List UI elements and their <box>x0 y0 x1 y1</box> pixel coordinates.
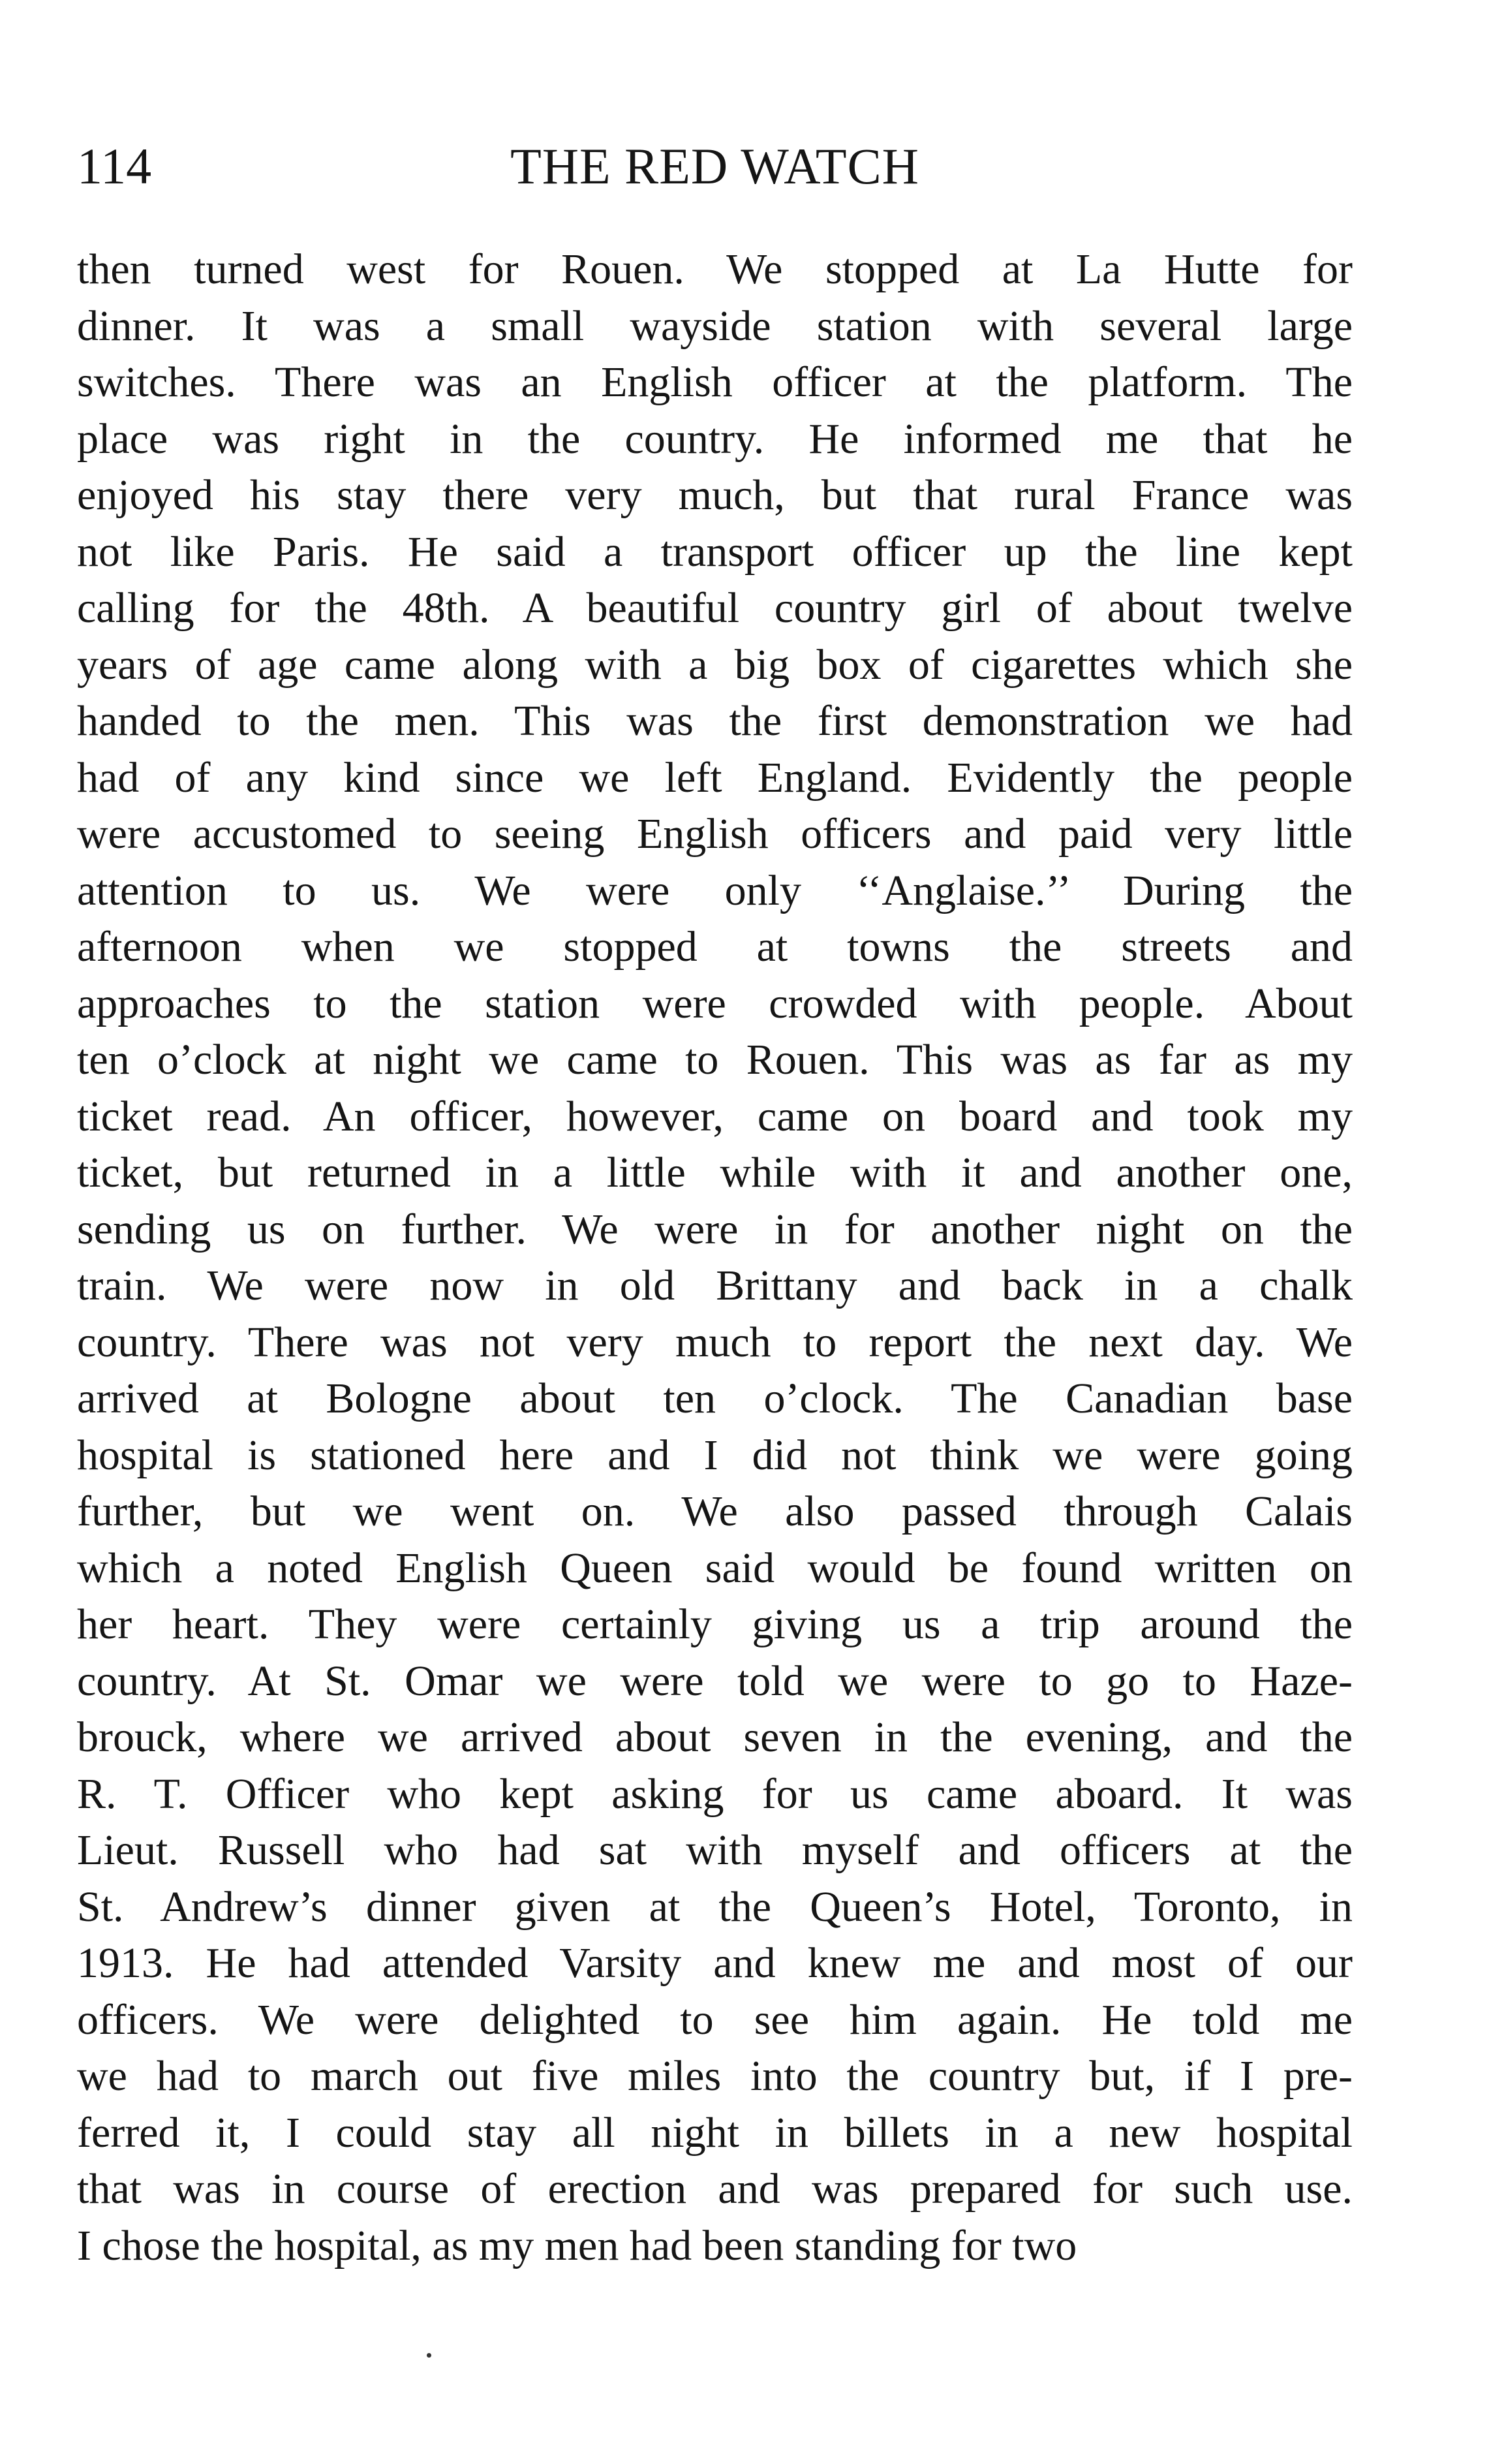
text-line: her heart. They were certainly giving us a trip around the <box>77 1600 1353 1648</box>
text-line: ten o’clock at night we came to Rouen. This was as far as my <box>77 1036 1353 1084</box>
text-line: that was in course of erection and was prepared for such use. <box>77 2165 1353 2213</box>
text-line: not like Paris. He said a transport officer up the line kept <box>77 527 1353 576</box>
text-line: country. There was not very much to report the next day. We <box>77 1318 1353 1366</box>
text-line: handed to the men. This was the first demonstration we had <box>77 697 1353 745</box>
page-number: 114 <box>77 138 152 195</box>
ink-speck <box>427 2353 431 2358</box>
text-line: arrived at Bologne about ten o’clock. The Canadian base <box>77 1375 1353 1422</box>
text-line: attention to us. We were only ‘‘Anglaise.’’ During the <box>77 866 1353 914</box>
text-line: years of age came along with a big box of cigarettes which she <box>77 640 1353 689</box>
text-line: place was right in the country. He informed me that he <box>77 414 1353 463</box>
text-line: approaches to the station were crowded with people. About <box>77 979 1353 1027</box>
running-title: THE RED WATCH <box>510 138 919 195</box>
page-header <box>77 134 1353 199</box>
text-line: officers. We were delighted to see him again. He told me <box>77 1995 1353 2044</box>
text-line: brouck, where we arrived about seven in the evening, and the <box>77 1713 1353 1761</box>
text-line: enjoyed his stay there very much, but that rural France was <box>77 471 1353 519</box>
text-line: train. We were now in old Brittany and back in a chalk <box>77 1262 1353 1309</box>
text-line: St. Andrew’s dinner given at the Queen’s Hotel, Toronto, in <box>77 1882 1353 1931</box>
text-line: sending us on further. We were in for another night on the <box>77 1205 1353 1253</box>
text-line: had of any kind since we left England. Evidently the people <box>77 753 1353 802</box>
text-line: then turned west for Rouen. We stopped at La Hutte for <box>77 245 1353 293</box>
text-line: 1913. He had attended Varsity and knew me and most of our <box>77 1939 1353 1987</box>
text-line: dinner. It was a small wayside station with several large <box>77 302 1353 350</box>
text-line: were accustomed to seeing English officers and paid very little <box>77 810 1353 858</box>
text-line: Lieut. Russell who had sat with myself and officers at the <box>77 1826 1353 1874</box>
text-line: further, but we went on. We also passed through Calais <box>77 1488 1353 1535</box>
text-line: which a noted English Queen said would be found written on <box>77 1544 1353 1592</box>
text-line: ferred it, I could stay all night in billets in a new hospital <box>77 2108 1353 2157</box>
text-line: R. T. Officer who kept asking for us came aboard. It was <box>77 1770 1353 1818</box>
text-line: ticket, but returned in a little while with it and another one, <box>77 1149 1353 1196</box>
body-text <box>77 242 1353 2274</box>
text-line: hospital is stationed here and I did not think we were going <box>77 1431 1353 1479</box>
text-line: calling for the 48th. A beautiful country girl of about twelve <box>77 584 1353 632</box>
text-line: ticket read. An officer, however, came on board and took my <box>77 1092 1353 1140</box>
text-line: switches. There was an English officer at the platform. The <box>77 358 1353 406</box>
text-line: country. At St. Omar we were told we were to go to Haze- <box>77 1657 1353 1705</box>
text-line: we had to march out five miles into the country but, if I pre- <box>77 2052 1353 2100</box>
text-line: afternoon when we stopped at towns the streets and <box>77 923 1353 971</box>
text-line: I chose the hospital, as my men had been standing for two <box>77 2221 1077 2269</box>
